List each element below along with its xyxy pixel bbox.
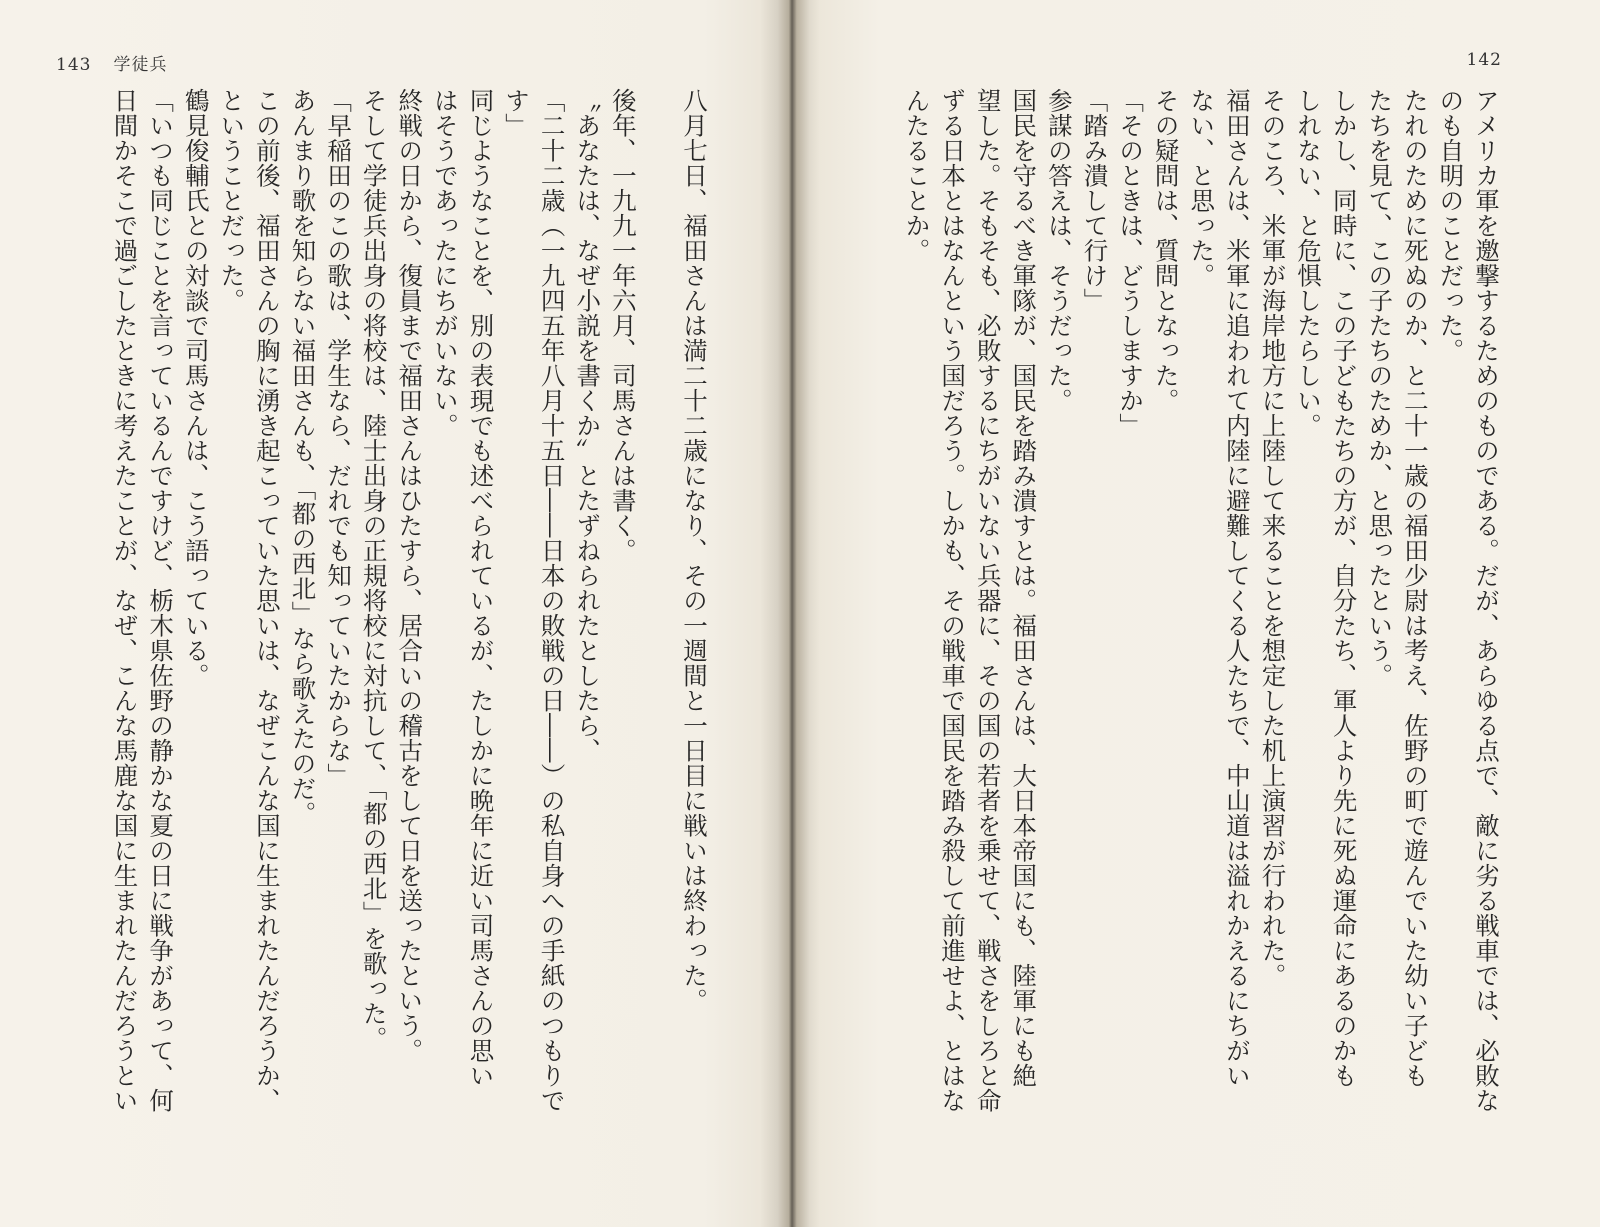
right-page-number: 142 xyxy=(1466,50,1502,70)
text-column: 国民を守るべき軍隊が、国民を踏み潰すとは。福田さんは、大日本帝国にも、陸軍にも絶 xyxy=(1009,88,1039,1088)
text-column: 「そのときは、どうしますか」 xyxy=(1116,88,1146,438)
text-column: アメリカ軍を邀撃するためのものである。だが、あらゆる点で、敵に劣る戦車では、必敗な xyxy=(1472,88,1501,1113)
gutter-shadow xyxy=(760,0,790,1227)
text-column: 鶴見俊輔氏との対談で司馬さんは、こう語っている。 xyxy=(181,88,211,688)
text-column: 「早稲田のこの歌は、学生なら、だれでも知っていたからな」 xyxy=(324,88,354,788)
text-column: 日間かそこで過ごしたときに考えたことが、なぜ、こんな馬鹿な国に生まれたんだろうとい xyxy=(110,88,140,1113)
text-column: 後年、一九九一年六月、司馬さんは書く。 xyxy=(608,88,638,563)
text-column: 望した。そもそも、必敗するにちがいない兵器に、その国の若者を乗せて、戦さをしろと命 xyxy=(973,88,1003,1113)
text-column: 「踏み潰して行け」 xyxy=(1080,88,1110,313)
blank-column xyxy=(641,88,677,1208)
left-page-header xyxy=(56,50,167,75)
text-column: 福田さんは、米軍に追われて内陸に避難してくる人たちで、中山道は溢れかえるにちがい xyxy=(1222,88,1252,1088)
running-title: 学徒兵 xyxy=(113,55,168,75)
text-column: 同じようなことを、別の表現でも述べられているが、たしかに晩年に近い司馬さんの思い xyxy=(466,88,496,1088)
right-page-header xyxy=(1467,50,1502,70)
left-page xyxy=(0,0,790,1227)
text-column: あんまり歌を知らない福田さんも、「都の西北」なら歌えたのだ。 xyxy=(288,88,318,826)
text-column: 〝あなたは、なぜ小説を書くか〟とたずねられたとしたら、 xyxy=(573,88,603,763)
left-page-number: 143 xyxy=(56,55,92,75)
right-page-body xyxy=(844,88,1504,1208)
text-column: たちを見て、この子たちのためか、と思ったという。 xyxy=(1365,88,1395,688)
text-column: その疑問は、質問となった。 xyxy=(1151,88,1181,413)
text-column: この前後、福田さんの胸に湧き起こっていた思いは、なぜこんな国に生まれたんだろうか、 xyxy=(252,88,282,1113)
text-column: しれない、と危惧したらしい。 xyxy=(1294,88,1324,438)
text-column: そして学徒兵出身の将校は、陸士出身の正規将校に対抗して、「都の西北」を歌った。 xyxy=(359,88,389,1051)
text-column: 「二十二歳（一九四五年八月十五日――日本の敗戦の日――）の私自身への手紙のつもりで xyxy=(537,88,567,1113)
text-column: ずる日本とはなんという国だろう。しかも、その戦車で国民を踏み殺して前進せよ、とはな xyxy=(938,88,968,1113)
text-column: んたることか。 xyxy=(902,88,932,263)
text-column: 参謀の答えは、そうだった。 xyxy=(1044,88,1074,413)
text-column: しかし、同時に、この子どもたちの方が、自分たち、軍人より先に死ぬ運命にあるのかも xyxy=(1329,88,1359,1088)
text-column: 終戦の日から、復員まで福田さんはひたすら、居合いの稽古をして日を送ったという。 xyxy=(395,88,425,1063)
text-column: のも自明のことだった。 xyxy=(1436,88,1466,363)
left-page-body xyxy=(36,88,712,1208)
text-column: はそうであったにちがいない。 xyxy=(430,88,460,438)
text-column: ということだった。 xyxy=(217,88,247,313)
text-column: 「いつも同じことを言っているんですけど、栃木県佐野の静かな夏の日に戦争があって、何 xyxy=(146,88,176,1113)
text-column: ない、と思った。 xyxy=(1187,88,1217,288)
right-page xyxy=(810,0,1600,1227)
gutter-shadow xyxy=(790,0,820,1227)
text-column: す」 xyxy=(502,88,532,138)
text-column: 八月七日、福田さんは満二十二歳になり、その一週間と一日目に戦いは終わった。 xyxy=(680,88,709,1013)
text-column: たれのために死ぬのか、と二十一歳の福田少尉は考え、佐野の町で遊んでいた幼い子ども xyxy=(1400,88,1430,1088)
text-column: そのころ、米軍が海岸地方に上陸して来ることを想定した机上演習が行われた。 xyxy=(1258,88,1288,988)
